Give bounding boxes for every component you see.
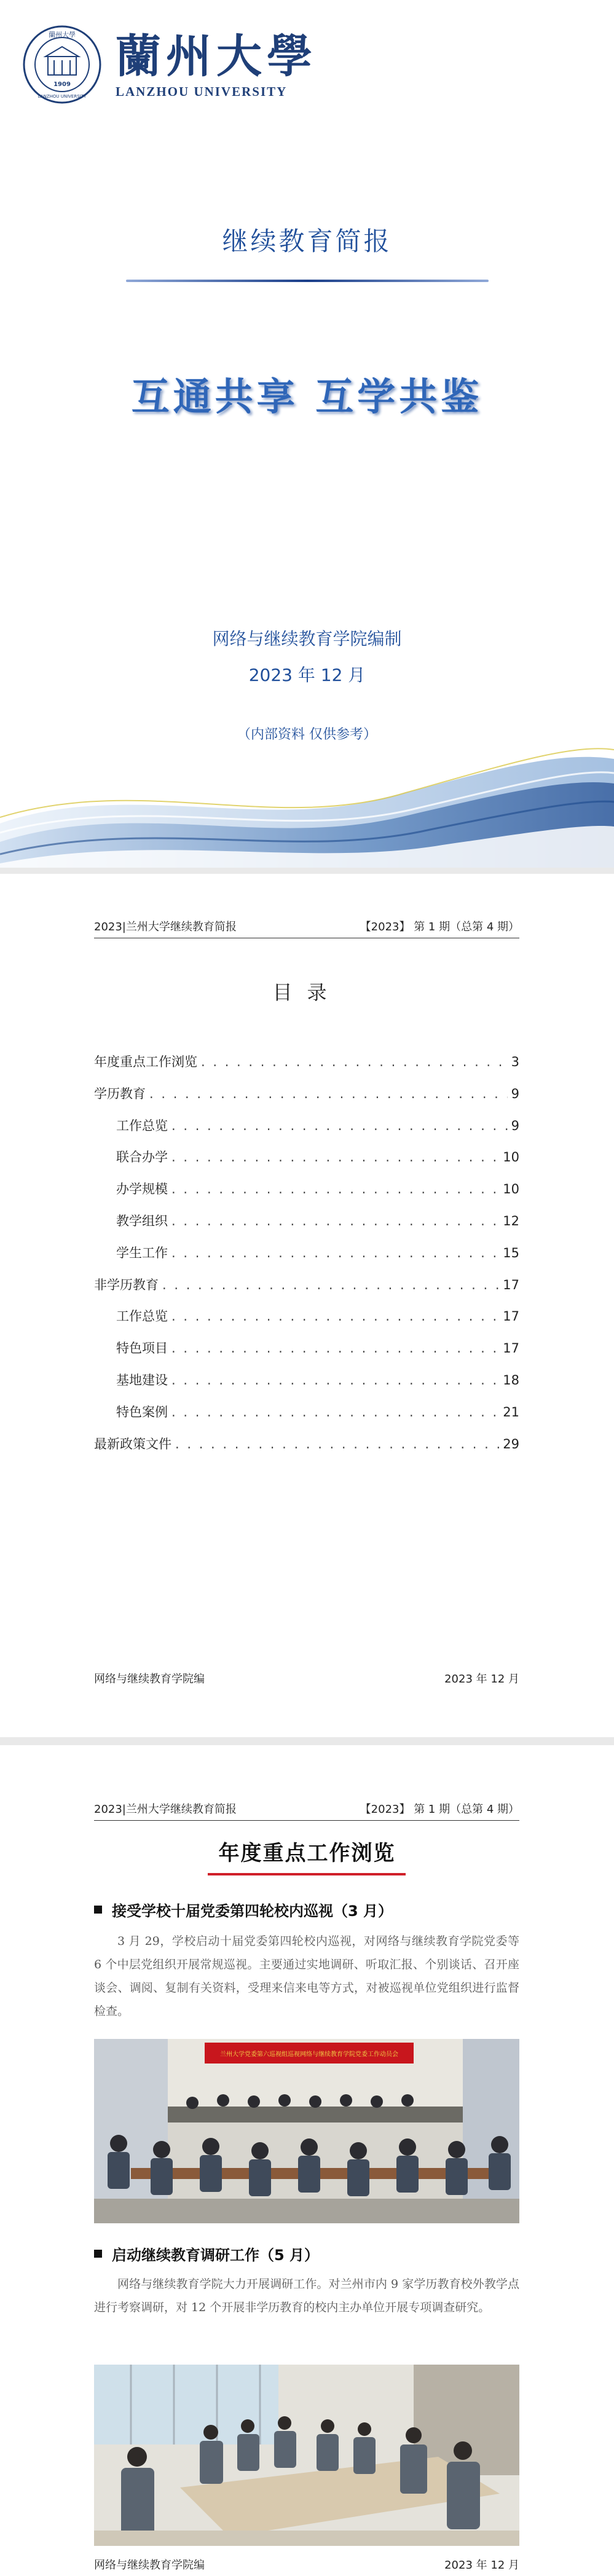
internal-note: （内部资料 仅供参考） (237, 727, 377, 742)
banner-text: 兰州大学党委第六巡视组巡视网络与继续教育学院党委工作动员会 (220, 2051, 398, 2058)
footer-right: 2023 年 12 月 (444, 1673, 519, 1686)
toc-entry[interactable]: 非学历教育 . . . 17 (94, 1275, 519, 1307)
toc-title: 目录 (272, 981, 342, 1004)
toc-entry[interactable]: 学历教育 . . . 9 (94, 1084, 519, 1116)
highlight-body-1: 3 月 29，学校启动十届党委第四轮校内巡视，对网络与继续教育学院党委等 6 个中层党组织开展常规巡视。主要通过实地调研、听取汇报、个别谈话、召开座谈会、调阅、复制有关资料，受理来信来电等方式，对被巡视单位党组织进行监督检查。 (94, 1934, 519, 2018)
bullet-square-icon (94, 1906, 102, 1914)
toc-subentry[interactable]: 特色项目 . . . 17 (94, 1338, 519, 1370)
bulletin-title: 继续教育简报 (222, 226, 392, 256)
toc-entry[interactable]: 年度重点工作浏览 . . . 3 (94, 1052, 519, 1084)
cover-date: 2023 年 12 月 (248, 665, 366, 685)
toc-subentry[interactable]: 工作总览 . . . 17 (94, 1306, 519, 1338)
toc-entry[interactable]: 最新政策文件 . . . 29 (94, 1434, 519, 1466)
highlight-body-2: 网络与继续教育学院大力开展调研工作。对兰州市内 9 家学历教育校外教学点进行考察调研，对 12 个开展非学历教育的校内主办单位开展专项调查研究。 (94, 2277, 519, 2314)
toc-subentry[interactable]: 基地建设 . . . 18 (94, 1370, 519, 1402)
toc-subentry[interactable]: 学生工作 . . . 15 (94, 1243, 519, 1275)
svg-text:蘭州大學: 蘭州大學 (49, 31, 76, 39)
header-left: 2023|兰州大学继续教育简报 (94, 921, 237, 933)
toc-page (0, 874, 614, 1737)
university-name-zh: 蘭州大學 (116, 29, 317, 83)
university-seal-icon (22, 25, 102, 104)
title-underline (126, 280, 489, 282)
running-footer (94, 2556, 519, 2572)
university-name-en: LANZHOU UNIVERSITY (116, 84, 288, 99)
toc-list (94, 1052, 519, 1466)
meeting-photo-2 (94, 2365, 519, 2546)
running-header (94, 918, 519, 938)
decorative-waves (0, 725, 614, 868)
highlight-heading-2: 启动继续教育调研工作（5 月） (94, 2243, 519, 2264)
cover-page (0, 0, 614, 868)
footer-left: 网络与继续教育学院编 (94, 1673, 205, 1686)
footer-right: 2023 年 12 月 (444, 2559, 519, 2572)
meeting-photo-1 (94, 2039, 519, 2223)
header-right: 【2023】 第 1 期（总第 4 期） (360, 921, 519, 933)
highlights-page (0, 1745, 614, 2576)
header-right: 【2023】 第 1 期（总第 4 期） (360, 1803, 519, 1816)
running-footer (94, 1670, 519, 1686)
university-logo (22, 25, 317, 104)
bullet-square-icon (94, 2250, 102, 2258)
section-title: 年度重点工作浏览 (218, 1841, 396, 1866)
toc-subentry[interactable]: 特色案例 . . . 21 (94, 1402, 519, 1434)
toc-subentry[interactable]: 工作总览 . . . 9 (94, 1116, 519, 1148)
running-header (94, 1800, 519, 1821)
slogan: 互通共享 互学共鉴 (131, 374, 483, 419)
highlight-heading-1: 接受学校十届党委第四轮校内巡视（3 月） (94, 1899, 519, 1920)
svg-text:1909: 1909 (53, 81, 71, 88)
svg-text:LANZHOU UNIVERSITY: LANZHOU UNIVERSITY (37, 94, 87, 99)
toc-subentry[interactable]: 联合办学 . . . 10 (94, 1147, 519, 1179)
editor-line: 网络与继续教育学院编制 (212, 629, 402, 649)
header-left: 2023|兰州大学继续教育简报 (94, 1803, 237, 1816)
section-title-underline (208, 1873, 406, 1875)
toc-subentry[interactable]: 办学规模 . . . 10 (94, 1179, 519, 1211)
footer-left: 网络与继续教育学院编 (94, 2559, 205, 2572)
toc-subentry[interactable]: 教学组织 . . . 12 (94, 1211, 519, 1243)
